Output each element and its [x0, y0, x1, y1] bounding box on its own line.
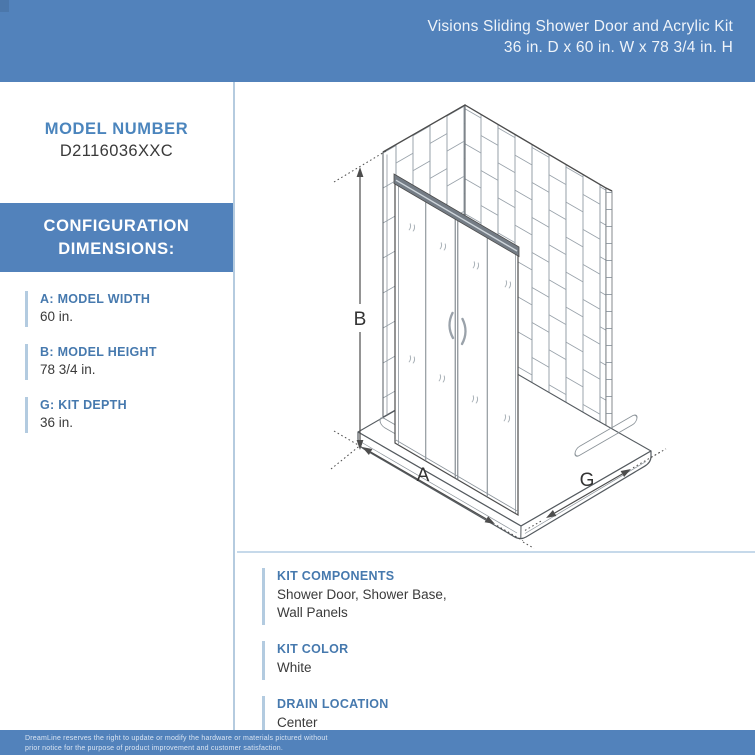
dimension-label: A: MODEL WIDTH: [40, 292, 151, 306]
info-value-line: Center: [277, 715, 318, 730]
model-number-value: D2116036XXC: [59, 142, 174, 160]
dimension-label-B: B: [353, 309, 367, 330]
dimension-list: [25, 291, 215, 450]
model-number-block: [0, 120, 233, 161]
dimension-label-G: G: [579, 470, 595, 491]
config-heading-line1: CONFIGURATION: [43, 216, 190, 235]
footer-line1: DreamLine reserves the right to update or modify the hardware or materials pictured without: [25, 735, 328, 742]
dimension-item-model-width: [25, 291, 215, 327]
info-label: DRAIN LOCATION: [277, 697, 389, 711]
info-item-kit-color: [262, 641, 682, 680]
shower-kit-isometric-drawing: [235, 90, 755, 550]
dimension-value: 36 in.: [40, 415, 74, 430]
info-item-kit-components: [262, 568, 682, 625]
product-title-line1: Visions Sliding Shower Door and Acrylic Kit: [427, 18, 733, 35]
header-banner: [0, 0, 755, 82]
info-value: [277, 586, 682, 622]
dimension-label: G: KIT DEPTH: [40, 398, 127, 412]
kit-info-section: [262, 568, 682, 751]
info-label: KIT COLOR: [277, 642, 349, 656]
config-heading-line2: DIMENSIONS:: [58, 239, 175, 258]
dimension-label-A: A: [416, 465, 430, 486]
info-label: KIT COMPONENTS: [277, 569, 395, 583]
dimension-label: B: MODEL HEIGHT: [40, 345, 157, 359]
dimension-item-kit-depth: [25, 397, 215, 433]
sidebar: [0, 82, 233, 430]
dimension-value: 78 3/4 in.: [40, 362, 96, 377]
model-number-label: MODEL NUMBER: [44, 120, 189, 138]
info-value-line: White: [277, 660, 312, 675]
info-value-line: Wall Panels: [277, 605, 348, 620]
dimension-value: 60 in.: [40, 309, 74, 324]
info-value-line: Shower Door, Shower Base,: [277, 587, 447, 602]
horizontal-divider: [237, 551, 755, 553]
footer-line2: prior notice for the purpose of product improvement and customer satisfaction.: [25, 744, 283, 752]
footer-disclaimer: [0, 730, 755, 755]
info-value: [277, 659, 682, 677]
configuration-dimensions-heading: [0, 203, 233, 272]
corner-tab-decoration: [0, 0, 9, 12]
product-title-line2: 36 in. D x 60 in. W x 78 3/4 in. H: [503, 39, 733, 56]
dimension-item-model-height: [25, 344, 215, 380]
